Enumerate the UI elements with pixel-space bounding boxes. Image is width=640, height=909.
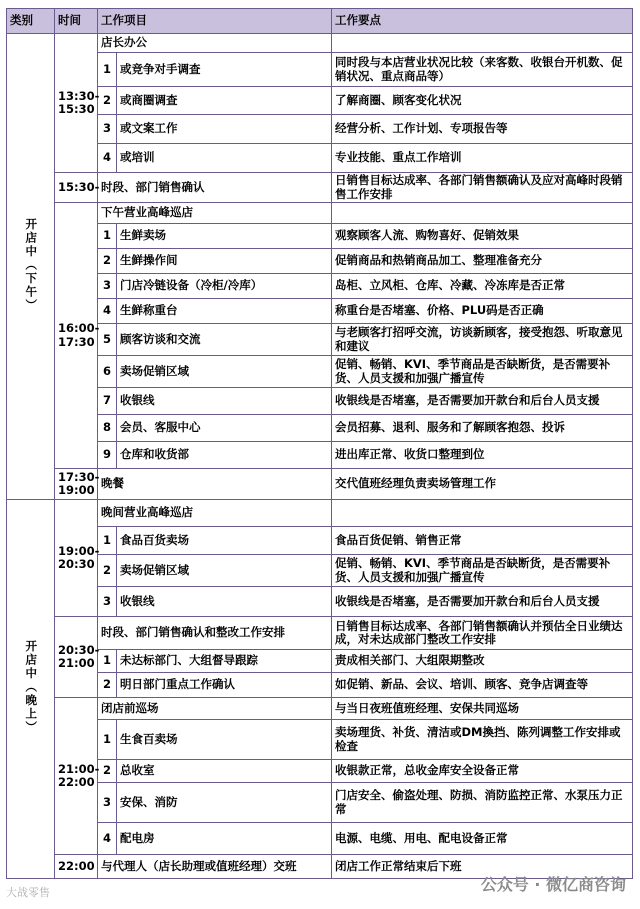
table-row	[7, 324, 633, 356]
header-points: 工作要点	[332, 9, 633, 34]
points-cell: 与当日夜班值班经理、安保共同巡场	[332, 698, 633, 720]
points-cell: 闭店工作正常结束后下班	[332, 855, 633, 879]
watermark-right: 公众号 · 微亿商咨询	[480, 875, 626, 894]
header-task: 工作项目	[98, 9, 332, 34]
item-number: 6	[98, 356, 117, 388]
task-cell: 晚间营业高峰巡店	[98, 500, 332, 527]
time-cell: 21:00-22:00	[55, 698, 98, 855]
points-cell: 责成相关部门、大组限期整改	[332, 650, 633, 673]
table-row	[7, 224, 633, 249]
table-row	[7, 673, 633, 698]
task-cell: 收银线	[117, 388, 332, 415]
table-row	[7, 274, 633, 299]
task-cell: 生鲜卖场	[117, 224, 332, 249]
table-row	[7, 587, 633, 617]
table-row	[7, 34, 633, 53]
points-cell	[332, 34, 633, 53]
task-cell: 卖场促销区域	[117, 555, 332, 587]
table-row	[7, 388, 633, 415]
table-row	[7, 203, 633, 224]
item-number: 2	[98, 760, 117, 783]
task-cell: 时段、部门销售确认和整改工作安排	[98, 617, 332, 650]
task-cell: 时段、部门销售确认	[98, 173, 332, 203]
time-cell: 19:00-20:30	[55, 500, 98, 617]
task-cell: 或竞争对手调查	[117, 53, 332, 87]
task-cell: 食品百货卖场	[117, 527, 332, 555]
points-cell: 收银线是否堵塞，是否需要加开款台和后台人员支援	[332, 388, 633, 415]
task-cell: 未达标部门、大组督导跟踪	[117, 650, 332, 673]
table-row	[7, 415, 633, 442]
task-cell: 晚餐	[98, 469, 332, 500]
item-number: 5	[98, 324, 117, 356]
table-row	[7, 698, 633, 720]
item-number: 1	[98, 53, 117, 87]
task-cell: 总收室	[117, 760, 332, 783]
points-cell: 日销售目标达成率、各部门销售额确认及应对高峰时段销售工作安排	[332, 173, 633, 203]
points-cell: 日销售目标达成率、各部门销售额确认并预估全日业绩达成，对未达成部门整改工作安排	[332, 617, 633, 650]
table-row	[7, 720, 633, 760]
item-number: 1	[98, 650, 117, 673]
item-number: 1	[98, 224, 117, 249]
task-cell: 与代理人（店长助理或值班经理）交班	[98, 855, 332, 879]
time-cell: 22:00	[55, 855, 98, 879]
points-cell: 交代值班经理负责卖场管理工作	[332, 469, 633, 500]
task-cell: 或商圈调查	[117, 87, 332, 115]
points-cell: 观察顾客人流、购物喜好、促销效果	[332, 224, 633, 249]
points-cell: 卖场理货、补货、清洁或DM換挡、陈列调整工作安排或检查	[332, 720, 633, 760]
task-cell: 会员、客服中心	[117, 415, 332, 442]
table-row	[7, 527, 633, 555]
points-cell: 收银线是否堵塞，是否需要加开款台和后台人员支援	[332, 587, 633, 617]
time-cell: 20:30-21:00	[55, 617, 98, 698]
task-cell: 生鲜称重台	[117, 299, 332, 324]
table-row	[7, 650, 633, 673]
task-cell: 生食百卖场	[117, 720, 332, 760]
task-cell: 安保、消防	[117, 783, 332, 823]
task-cell: 配电房	[117, 823, 332, 855]
points-cell: 如促销、新品、会议、培训、顾客、竞争店调查等	[332, 673, 633, 698]
points-cell: 岛柜、立风柜、仓库、冷藏、冷冻库是否正常	[332, 274, 633, 299]
table-row	[7, 115, 633, 144]
points-cell: 食品百货促销、销售正常	[332, 527, 633, 555]
points-cell: 与老顾客打招呼交流，访谈新顾客，接受抱怨、听取意见和建议	[332, 324, 633, 356]
table-row	[7, 144, 633, 173]
points-cell: 电源、电缆、用电、配电设备正常	[332, 823, 633, 855]
time-cell: 17:30-19:00	[55, 469, 98, 500]
table-row	[7, 249, 633, 274]
task-cell: 收银线	[117, 587, 332, 617]
item-number: 2	[98, 673, 117, 698]
points-cell	[332, 500, 633, 527]
task-cell: 生鲜操作间	[117, 249, 332, 274]
item-number: 3	[98, 274, 117, 299]
table-row	[7, 173, 633, 203]
table-row	[7, 53, 633, 87]
points-cell: 门店安全、偷盗处理、防损、消防监控正常、水泵压力正常	[332, 783, 633, 823]
time-cell: 15:30-	[55, 173, 98, 203]
table-row	[7, 555, 633, 587]
item-number: 2	[98, 87, 117, 115]
header-category: 类别	[7, 9, 55, 34]
item-number: 1	[98, 720, 117, 760]
item-number: 4	[98, 144, 117, 173]
task-cell: 店长办公	[98, 34, 332, 53]
task-cell: 闭店前巡场	[98, 698, 332, 720]
task-cell: 或培训	[117, 144, 332, 173]
table-row	[7, 356, 633, 388]
points-cell: 进出库正常、收货口整理到位	[332, 442, 633, 469]
points-cell	[332, 203, 633, 224]
category-evening: 开店中（晚上）	[7, 500, 55, 879]
table-row	[7, 760, 633, 783]
item-number: 8	[98, 415, 117, 442]
table-header	[7, 9, 633, 34]
item-number: 4	[98, 299, 117, 324]
table-row	[7, 299, 633, 324]
category-afternoon: 开店中（下午）	[7, 34, 55, 500]
time-cell: 16:00-17:30	[55, 203, 98, 469]
item-number: 3	[98, 783, 117, 823]
points-cell: 称重台是否堵塞、价格、PLU码是否正确	[332, 299, 633, 324]
points-cell: 促销、畅销、KVI、季节商品是否缺断货，是否需要补货、人员支援和加强广播宣传	[332, 356, 633, 388]
task-cell: 仓库和收货部	[117, 442, 332, 469]
table-row	[7, 442, 633, 469]
task-cell: 门店冷链设备（冷柜/冷库）	[117, 274, 332, 299]
table-row	[7, 469, 633, 500]
item-number: 2	[98, 249, 117, 274]
header-time: 时间	[55, 9, 98, 34]
item-number: 1	[98, 527, 117, 555]
schedule-table	[6, 8, 633, 879]
item-number: 9	[98, 442, 117, 469]
points-cell: 促销、畅销、KVI、季节商品是否缺断货，是否需要补货、人员支援和加强广播宣传	[332, 555, 633, 587]
table-row	[7, 87, 633, 115]
item-number: 4	[98, 823, 117, 855]
item-number: 2	[98, 555, 117, 587]
task-cell: 明日部门重点工作确认	[117, 673, 332, 698]
points-cell: 同时段与本店营业状况比较（来客数、收银台开机数、促销状况、重点商品等）	[332, 53, 633, 87]
points-cell: 收银款正常，总收金库安全设备正常	[332, 760, 633, 783]
table-row	[7, 823, 633, 855]
item-number: 7	[98, 388, 117, 415]
table-row	[7, 617, 633, 650]
watermark-left: 大战零售	[6, 886, 50, 899]
points-cell: 专业技能、重点工作培训	[332, 144, 633, 173]
table-row	[7, 783, 633, 823]
item-number: 3	[98, 587, 117, 617]
task-cell: 顾客访谈和交流	[117, 324, 332, 356]
table-row	[7, 500, 633, 527]
item-number: 3	[98, 115, 117, 144]
points-cell: 会员招募、退利、服务和了解顾客抱怨、投诉	[332, 415, 633, 442]
points-cell: 促销商品和热销商品加工、整理准备充分	[332, 249, 633, 274]
time-cell: 13:30-15:30	[55, 34, 98, 173]
task-cell: 或文案工作	[117, 115, 332, 144]
task-cell: 卖场促销区域	[117, 356, 332, 388]
task-cell: 下午营业高峰巡店	[98, 203, 332, 224]
points-cell: 经营分析、工作计划、专项报告等	[332, 115, 633, 144]
points-cell: 了解商圈、顾客变化状况	[332, 87, 633, 115]
